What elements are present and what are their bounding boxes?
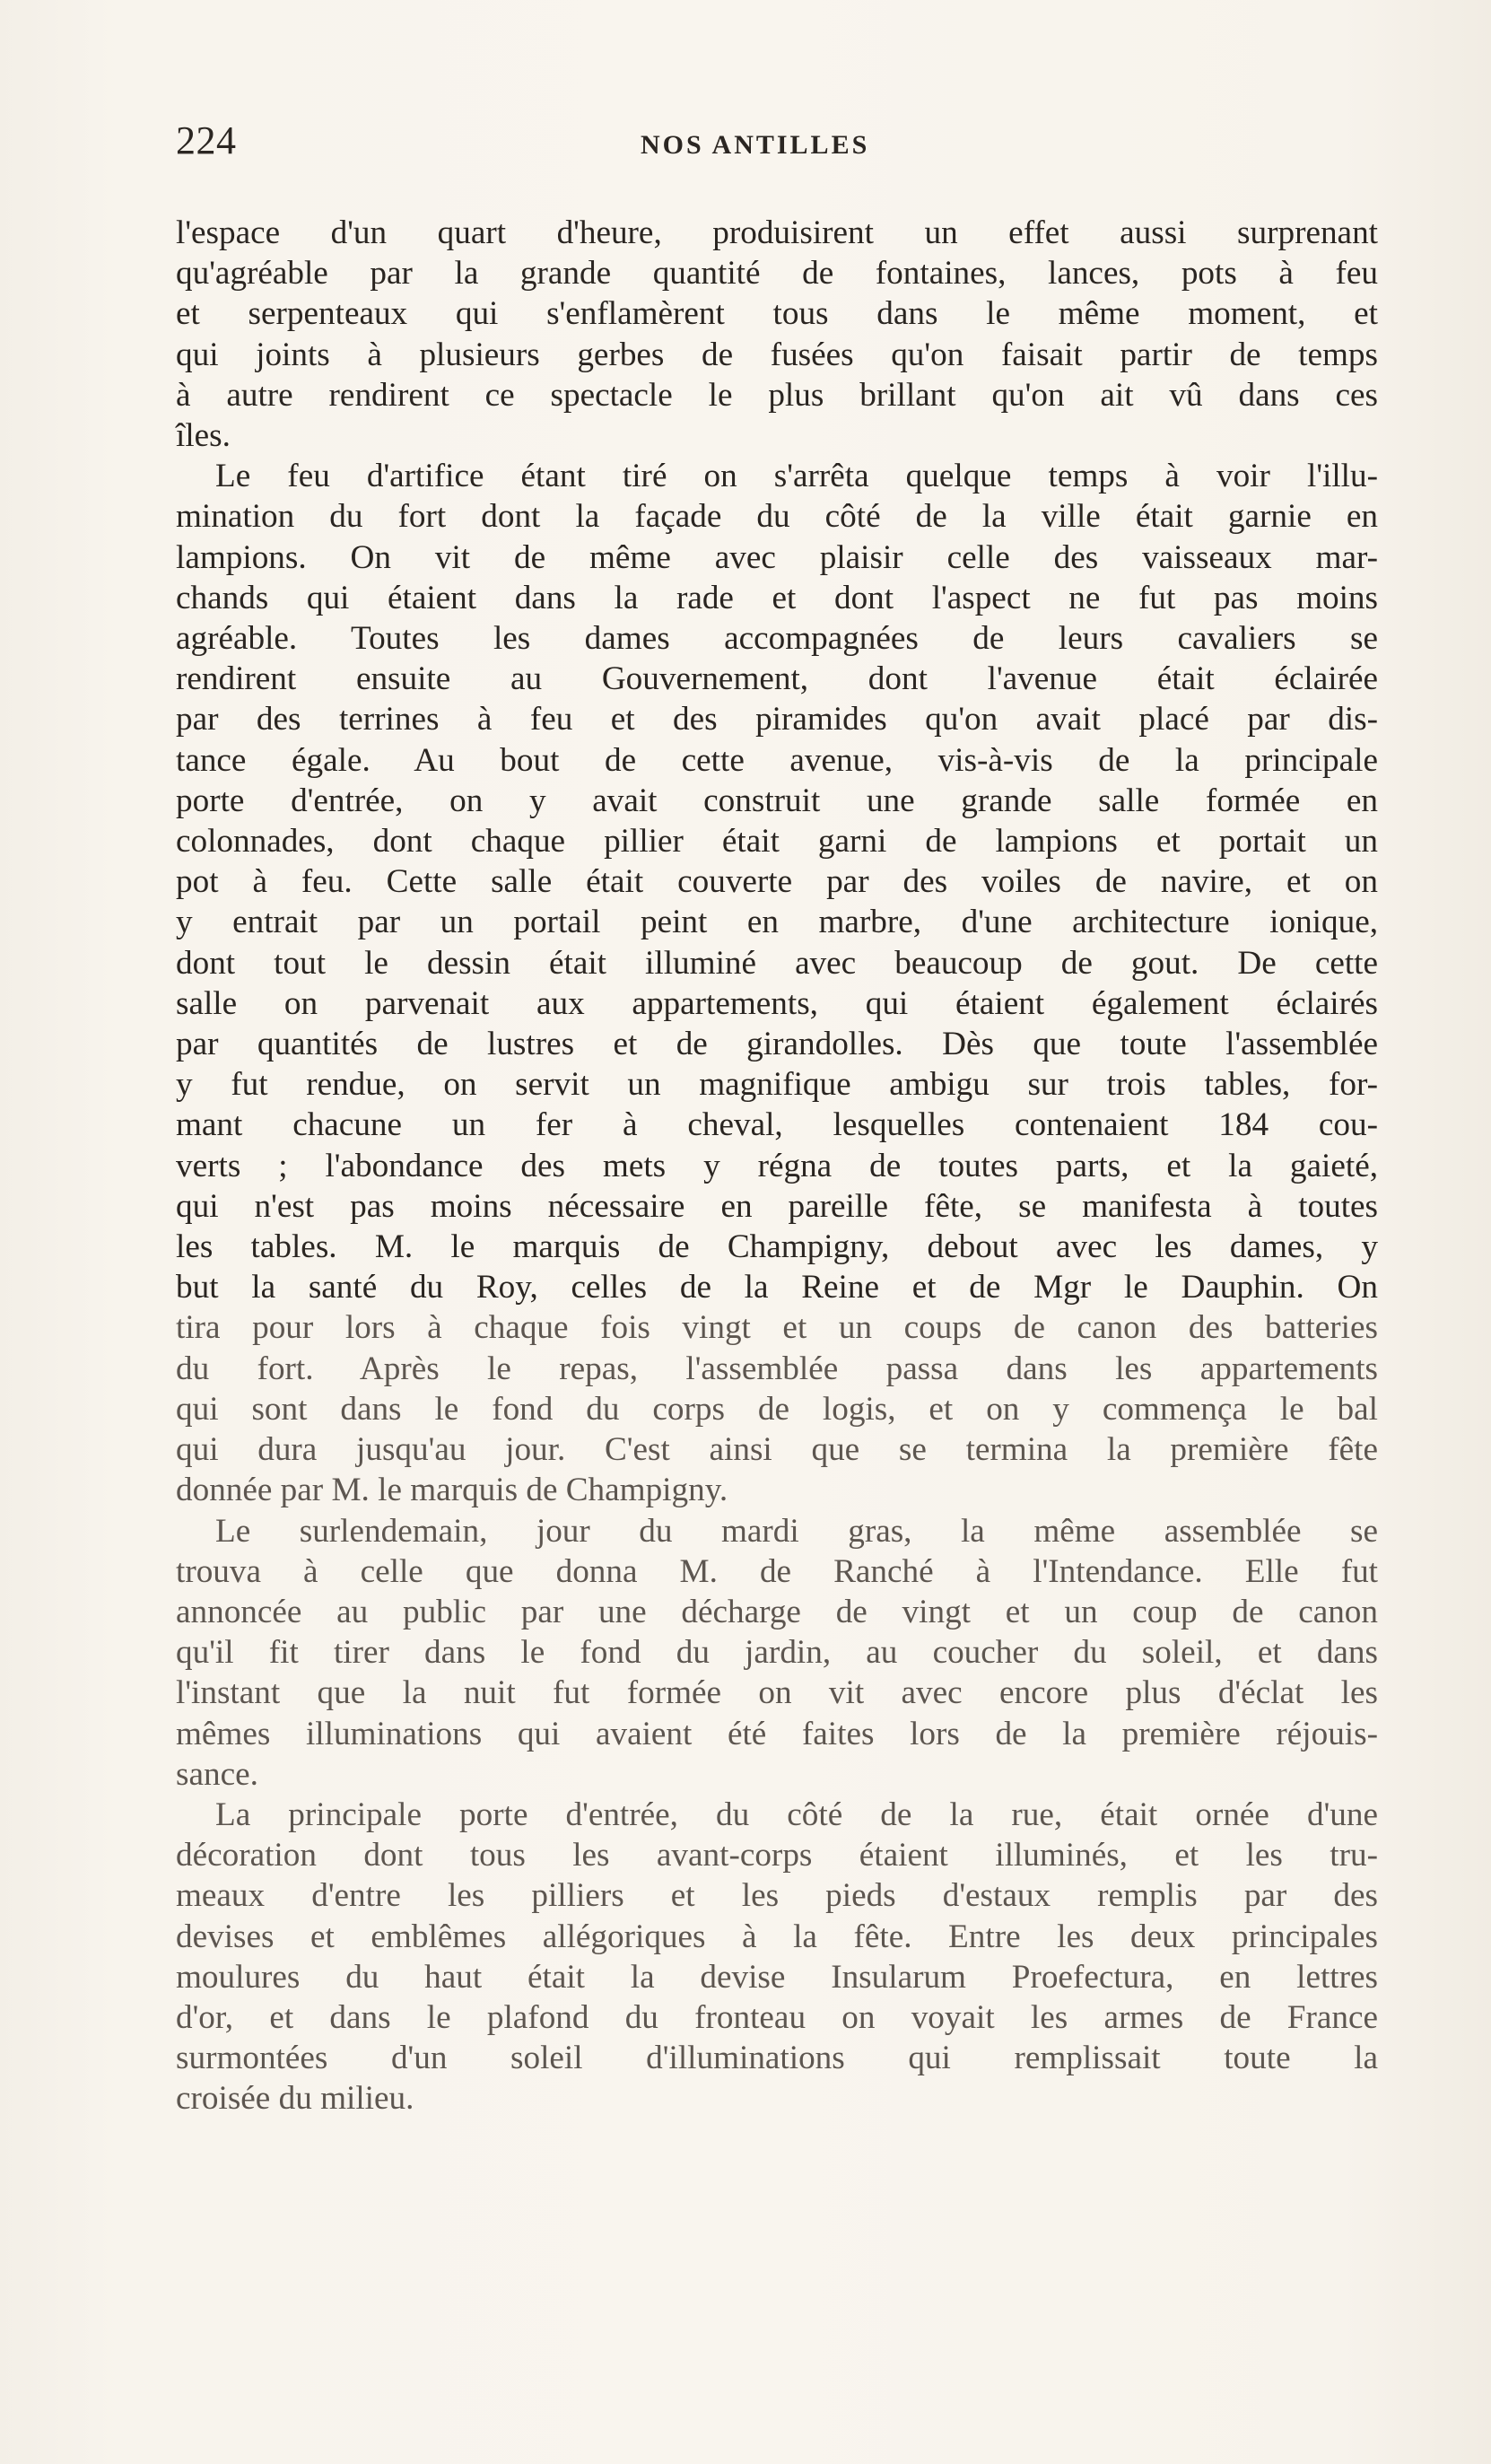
text-line: l'instant que la nuit fut formée on vit avec encore plus d'éclat les (176, 1674, 1378, 1712)
text-line: y entrait par un portail peint en marbre, d'une architecture ionique, (176, 904, 1378, 941)
paragraph-3 (176, 1511, 1378, 1795)
text-line: porte d'entrée, on y avait construit une grande salle formée en (176, 782, 1378, 819)
paragraph-4 (176, 1795, 1378, 2119)
text-line: dont tout le dessin était illuminé avec beaucoup de gout. De cette (176, 944, 1378, 982)
text-line: décoration dont tous les avant-corps étaient illuminés, et les tru- (176, 1837, 1378, 1874)
text-line: qu'agréable par la grande quantité de fontaines, lances, pots à feu (176, 255, 1378, 293)
text-line: pot à feu. Cette salle était couverte par des voiles de navire, et on (176, 863, 1378, 901)
text-line: qui sont dans le fond du corps de logis, et on y commença le bal (176, 1390, 1378, 1428)
text-line: annoncée au public par une décharge de vingt et un coup de canon (176, 1593, 1378, 1630)
text-line: lampions. On vit de même avec plaisir celle des vaisseaux mar- (176, 538, 1378, 576)
text-line: Le surlendemain, jour du mardi gras, la même assemblée se (215, 1512, 1378, 1550)
text-line: mination du fort dont la façade du côté de la ville était garnie en (176, 498, 1378, 536)
text-line: but la santé du Roy, celles de la Reine et de Mgr le Dauphin. On (176, 1269, 1378, 1306)
text-line: qui n'est pas moins nécessaire en pareille fête, se manifesta à toutes (176, 1187, 1378, 1225)
text-line: surmontées d'un soleil d'illuminations qui remplissait toute la (176, 2040, 1378, 2077)
text-line: sance. (176, 1755, 258, 1793)
text-line: devises et emblêmes allégoriques à la fête. Entre les deux principales (176, 1918, 1378, 1955)
text-line: agréable. Toutes les dames accompagnées de leurs cavaliers se (176, 620, 1378, 658)
running-head (176, 115, 1378, 169)
text-line: et serpenteaux qui s'enflamèrent tous dans le même moment, et (176, 295, 1378, 333)
text-line: qu'il fit tirer dans le fond du jardin, au coucher du soleil, et dans (176, 1634, 1378, 1672)
text-line: rendirent ensuite au Gouvernement, dont l'avenue était éclairée (176, 660, 1378, 698)
text-line: du fort. Après le repas, l'assemblée passa dans les appartements (176, 1350, 1378, 1387)
text-line: tira pour lors à chaque fois vingt et un coups de canon des batteries (176, 1309, 1378, 1347)
text-line: croisée du milieu. (176, 2080, 414, 2118)
text-line: par quantités de lustres et de girandolles. Dès que toute l'assemblée (176, 1026, 1378, 1063)
text-line: les tables. M. le marquis de Champigny, debout avec les dames, y (176, 1228, 1378, 1266)
text-line: l'espace d'un quart d'heure, produisirent un effet aussi surprenant (176, 214, 1378, 251)
body-text (176, 213, 1378, 2119)
text-line: d'or, et dans le plafond du fronteau on voyait les armes de France (176, 1998, 1378, 2036)
text-line: à autre rendirent ce spectacle le plus brillant qu'on ait vû dans ces (176, 376, 1378, 414)
text-line: La principale porte d'entrée, du côté de la rue, était ornée d'une (215, 1796, 1378, 1833)
running-title: NOS ANTILLES (641, 130, 870, 160)
text-line: moulures du haut était la devise Insularum Proefectura, en lettres (176, 1958, 1378, 1996)
text-line: chands qui étaient dans la rade et dont l'aspect ne fut pas moins (176, 579, 1378, 616)
page-number: 224 (176, 118, 237, 162)
text-line: colonnades, dont chaque pillier était garni de lampions et portait un (176, 823, 1378, 861)
text-line: meaux d'entre les pilliers et les pieds d'estaux remplis par des (176, 1877, 1378, 1915)
text-line: y fut rendue, on servit un magnifique ambigu sur trois tables, for- (176, 1066, 1378, 1104)
paragraph-1 (176, 213, 1378, 456)
text-line: mêmes illuminations qui avaient été faites lors de la première réjouis- (176, 1715, 1378, 1752)
text-line: Le feu d'artifice étant tiré on s'arrêta quelque temps à voir l'illu- (215, 458, 1378, 495)
text-line: donnée par M. le marquis de Champigny. (176, 1472, 728, 1509)
text-line: îles. (176, 417, 231, 455)
text-line: mant chacune un fer à cheval, lesquelles contenaient 184 cou- (176, 1106, 1378, 1144)
text-line: qui joints à plusieurs gerbes de fusées qu'on faisait partir de temps (176, 336, 1378, 373)
text-line: tance égale. Au bout de cette avenue, vis-à-vis de la principale (176, 741, 1378, 779)
text-line: verts ; l'abondance des mets y régna de toutes parts, et la gaieté, (176, 1147, 1378, 1184)
text-line: salle on parvenait aux appartements, qui étaient également éclairés (176, 984, 1378, 1022)
text-line: qui dura jusqu'au jour. C'est ainsi que se termina la première fête (176, 1431, 1378, 1469)
text-line: trouva à celle que donna M. de Ranché à l'Intendance. Elle fut (176, 1552, 1378, 1590)
text-line: par des terrines à feu et des piramides qu'on avait placé par dis- (176, 701, 1378, 738)
paragraph-2 (176, 456, 1378, 1510)
